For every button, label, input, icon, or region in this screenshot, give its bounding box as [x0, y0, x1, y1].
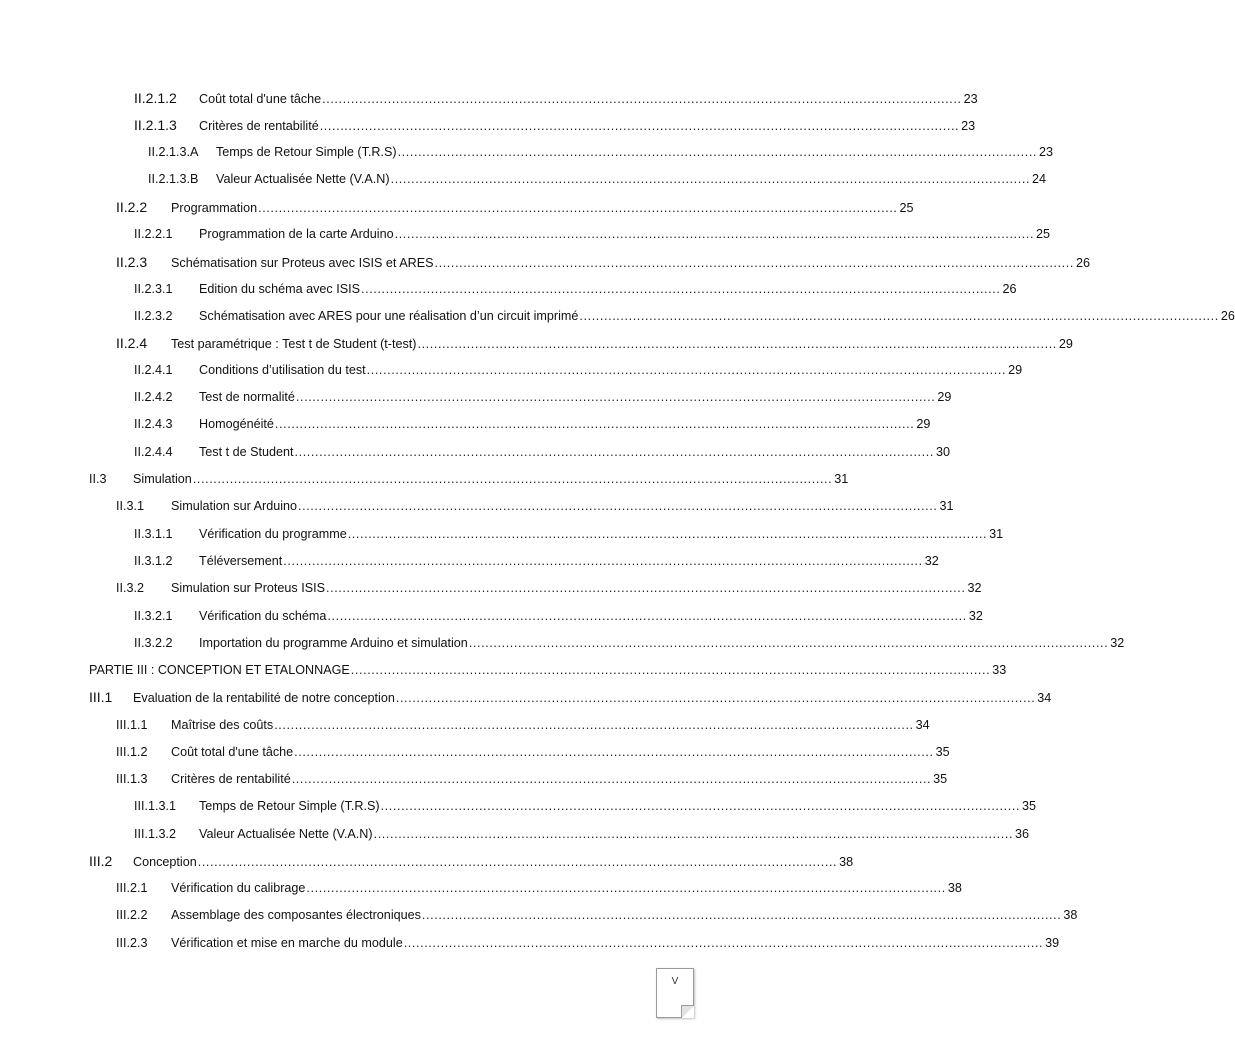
toc-page: 30 — [935, 445, 950, 459]
toc-number: II.2.4.4 — [134, 445, 173, 459]
toc-number: III.2.3 — [116, 936, 148, 950]
toc-number: II.2.3 — [116, 254, 148, 270]
toc-title: Conditions d’utilisation du test — [199, 363, 366, 377]
toc-entry[interactable] — [116, 770, 948, 788]
toc-leader: ............................................................................................................................................................ — [291, 772, 932, 786]
toc-title: Simulation sur Arduino — [171, 499, 298, 513]
toc-title: Schématisation avec ARES pour une réalisation d’un circuit imprimé — [199, 309, 579, 323]
toc-title: PARTIE III : CONCEPTION ET ETALONNAGE — [89, 663, 350, 677]
toc-entry[interactable] — [134, 634, 1125, 652]
toc-page: 29 — [1058, 337, 1073, 351]
toc-page: 26 — [1075, 256, 1090, 270]
toc-entry[interactable] — [134, 552, 939, 570]
toc-entry[interactable] — [134, 307, 1235, 325]
toc-number: II.2.1.3.B — [148, 172, 199, 186]
toc-entry[interactable] — [116, 253, 1090, 271]
toc-entry[interactable] — [134, 607, 983, 625]
toc-page: 31 — [989, 527, 1004, 541]
toc-number: II.2.3.2 — [134, 309, 173, 323]
toc-page: 35 — [935, 745, 950, 759]
toc-leader: ............................................................................................................................................................ — [294, 745, 934, 759]
toc-number: III.1.3.1 — [134, 799, 177, 813]
toc-page: 32 — [968, 609, 983, 623]
page-number: V — [671, 976, 679, 987]
toc-number: II.2.3.1 — [134, 282, 173, 296]
toc-title: Temps de Retour Simple (T.R.S) — [216, 145, 397, 159]
toc-entry[interactable] — [134, 525, 1004, 543]
toc-number: II.3.1 — [116, 499, 145, 513]
toc-page: 32 — [967, 581, 982, 595]
toc-number: III.2.2 — [116, 908, 148, 922]
toc-leader: ............................................................................................................................................................ — [294, 445, 934, 459]
toc-title: Edition du schéma avec ISIS — [199, 282, 361, 296]
toc-number: II.3.1.1 — [134, 527, 173, 541]
toc-number: III.1.1 — [116, 718, 148, 732]
folded-corner-icon — [681, 1005, 694, 1018]
toc-title: Importation du programme Arduino et simulation — [199, 636, 468, 650]
toc-leader: ............................................................................................................................................................ — [380, 799, 1021, 813]
toc-entry[interactable] — [134, 797, 1037, 815]
toc-page: 33 — [992, 663, 1007, 677]
toc-entry[interactable] — [116, 716, 930, 734]
toc-leader: ............................................................................................................................................................ — [274, 718, 914, 732]
toc-page: 39 — [1045, 936, 1060, 950]
toc-number: II.2.4.3 — [134, 417, 173, 431]
toc-leader: ............................................................................................................................................................ — [347, 527, 988, 541]
toc-page: 25 — [899, 201, 914, 215]
toc-leader: ............................................................................................................................................................ — [395, 691, 1036, 705]
toc-leader: ............................................................................................................................................................ — [327, 609, 967, 623]
toc-leader: ............................................................................................................................................................ — [306, 881, 946, 895]
toc-page: 26 — [1002, 282, 1017, 296]
toc-leader: ............................................................................................................................................................ — [197, 855, 838, 869]
toc-title: Simulation — [133, 472, 192, 486]
toc-leader: ............................................................................................................................................................ — [319, 119, 960, 133]
toc-page: 23 — [1039, 145, 1054, 159]
toc-title: Homogénéité — [199, 417, 274, 431]
toc-page: 31 — [834, 472, 849, 486]
toc-leader: ............................................................................................................................................................ — [417, 337, 1057, 351]
toc-entry[interactable] — [89, 852, 854, 870]
toc-number: III.1.3.2 — [134, 827, 177, 841]
toc-entry[interactable] — [116, 743, 950, 761]
toc-page: 34 — [1037, 691, 1052, 705]
toc-number: II.2.4 — [116, 335, 148, 351]
toc-entry[interactable] — [116, 906, 1078, 924]
toc-number: II.2.2 — [116, 199, 148, 215]
toc-page: 29 — [916, 417, 931, 431]
page-number-box — [656, 968, 694, 1018]
toc-entry[interactable] — [134, 388, 952, 406]
toc-leader: ............................................................................................................................................................ — [295, 390, 936, 404]
toc-page: 23 — [961, 119, 976, 133]
toc-leader: ............................................................................................................................................................ — [394, 227, 1035, 241]
toc-leader: ............................................................................................................................................................ — [373, 827, 1014, 841]
toc-entry-part-heading[interactable] — [89, 661, 1007, 679]
toc-number: II.3.1.2 — [134, 554, 173, 568]
toc-entry[interactable] — [134, 280, 1017, 298]
toc-number: II.2.4.1 — [134, 363, 173, 377]
toc-number: II.2.2.1 — [134, 227, 173, 241]
toc-number: II.3.2.1 — [134, 609, 173, 623]
toc-page: 32 — [924, 554, 939, 568]
toc-page: 35 — [1022, 799, 1037, 813]
toc-leader: ............................................................................................................................................................ — [366, 363, 1007, 377]
toc-page: 38 — [1063, 908, 1078, 922]
toc-page: 29 — [937, 390, 952, 404]
toc-leader: ............................................................................................................................................................ — [421, 908, 1062, 922]
toc-entry[interactable] — [116, 934, 1060, 952]
toc-page: 38 — [947, 881, 962, 895]
toc-title: Valeur Actualisée Nette (V.A.N) — [216, 172, 390, 186]
toc-leader: ............................................................................................................................................................ — [326, 581, 966, 595]
toc-entry[interactable] — [134, 825, 1030, 843]
toc-leader: ............................................................................................................................................................ — [397, 145, 1038, 159]
toc-title: Test paramétrique : Test t de Student (t-test) — [171, 337, 417, 351]
toc-title: Téléversement — [199, 554, 283, 568]
toc-entry[interactable] — [116, 198, 914, 216]
toc-title: Programmation — [171, 201, 258, 215]
toc-leader: ............................................................................................................................................................ — [274, 417, 915, 431]
toc-title: Schématisation sur Proteus avec ISIS et ARES — [171, 256, 434, 270]
toc-leader: ............................................................................................................................................................ — [298, 499, 938, 513]
toc-title: Critères de rentabilité — [199, 119, 319, 133]
toc-entry[interactable] — [116, 879, 962, 897]
toc-title: Programmation de la carte Arduino — [199, 227, 394, 241]
toc-leader: ............................................................................................................................................................ — [322, 92, 962, 106]
toc-entry[interactable] — [134, 116, 976, 134]
toc-title: Test t de Student — [199, 445, 294, 459]
toc-leader: ............................................................................................................................................................ — [390, 172, 1031, 186]
toc-leader: ............................................................................................................................................................ — [192, 472, 833, 486]
toc-title: Evaluation de la rentabilité de notre conception — [133, 691, 395, 705]
toc-title: Critères de rentabilité — [171, 772, 291, 786]
toc-title: Vérification du schéma — [199, 609, 327, 623]
toc-page: 26 — [1220, 309, 1235, 323]
toc-page: 23 — [963, 92, 978, 106]
toc-entry[interactable] — [89, 470, 849, 488]
toc-entry[interactable] — [134, 89, 978, 107]
toc-entry[interactable] — [134, 415, 931, 433]
toc-title: Test de normalité — [199, 390, 295, 404]
toc-title: Temps de Retour Simple (T.R.S) — [199, 799, 380, 813]
toc-title: Assemblage des composantes électroniques — [171, 908, 421, 922]
toc-title: Valeur Actualisée Nette (V.A.N) — [199, 827, 373, 841]
toc-entry[interactable] — [116, 579, 982, 597]
toc-number: III.2 — [89, 853, 113, 869]
toc-number: III.1 — [89, 689, 113, 705]
toc-page: 24 — [1032, 172, 1047, 186]
toc-title: Vérification et mise en marche du module — [171, 936, 403, 950]
toc-entry[interactable] — [148, 170, 1047, 188]
toc-entry[interactable] — [134, 361, 1023, 379]
toc-title: Simulation sur Proteus ISIS — [171, 581, 325, 595]
toc-title: Maîtrise des coûts — [171, 718, 274, 732]
toc-number: II.3 — [89, 472, 107, 486]
toc-entry[interactable] — [89, 688, 1052, 706]
toc-page: 34 — [915, 718, 930, 732]
toc-page: 31 — [939, 499, 954, 513]
toc-title: Conception — [133, 855, 197, 869]
toc-leader: ............................................................................................................................................................ — [350, 663, 991, 677]
toc-leader: ............................................................................................................................................................ — [258, 201, 898, 215]
toc-leader: ............................................................................................................................................................ — [283, 554, 923, 568]
toc-title: Vérification du programme — [199, 527, 347, 541]
toc-leader: ............................................................................................................................................................ — [579, 309, 1219, 323]
toc-entry[interactable] — [134, 443, 950, 461]
toc-entry[interactable] — [148, 143, 1054, 161]
toc-title: Vérification du calibrage — [171, 881, 306, 895]
toc-number: II.2.4.2 — [134, 390, 173, 404]
toc-page: 38 — [839, 855, 854, 869]
toc-title: Coût total d'une tâche — [171, 745, 294, 759]
toc-entry[interactable] — [116, 334, 1073, 352]
toc-number: II.3.2.2 — [134, 636, 173, 650]
toc-leader: ............................................................................................................................................................ — [434, 256, 1074, 270]
toc-page: 36 — [1015, 827, 1030, 841]
toc-number: II.2.1.2 — [134, 90, 177, 106]
toc-entry[interactable] — [134, 225, 1051, 243]
toc-number: III.1.3 — [116, 772, 148, 786]
toc-number: II.2.1.3 — [134, 117, 177, 133]
toc-page: 29 — [1008, 363, 1023, 377]
toc-number: III.2.1 — [116, 881, 148, 895]
toc-leader: ............................................................................................................................................................ — [361, 282, 1001, 296]
toc-leader: ............................................................................................................................................................ — [468, 636, 1109, 650]
toc-number: II.2.1.3.A — [148, 145, 199, 159]
toc-number: III.1.2 — [116, 745, 148, 759]
toc-page: 35 — [933, 772, 948, 786]
toc-entry[interactable] — [116, 497, 954, 515]
toc-leader: ............................................................................................................................................................ — [403, 936, 1044, 950]
toc-title: Coût total d'une tâche — [199, 92, 322, 106]
toc-number: II.3.2 — [116, 581, 145, 595]
toc-page: 32 — [1110, 636, 1125, 650]
toc-page: 25 — [1036, 227, 1051, 241]
